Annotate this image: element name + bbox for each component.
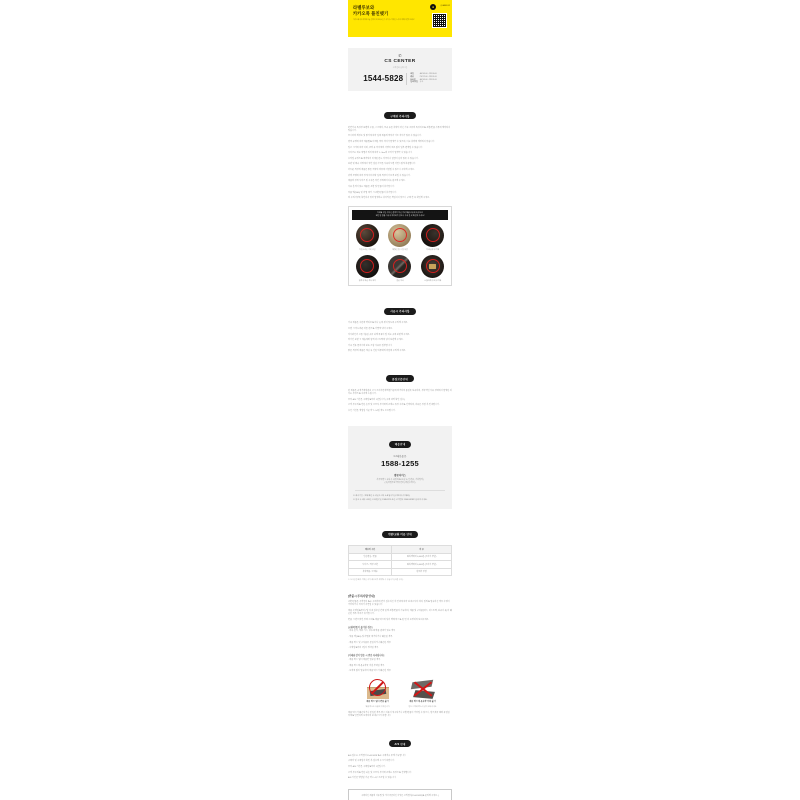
cost-value-cell: 판매자 부담 bbox=[392, 568, 452, 575]
shipping-note: ※ 배송기간 : 결제 확인 후 평균 2~3일 소요됩니다 (주말/공휴일 제외). bbox=[353, 495, 411, 498]
address-line1: 서울특별시 송파구 올림픽로 35길 5 (신천동, 기흥빌딩) bbox=[376, 478, 424, 481]
leather-grid-item bbox=[385, 255, 416, 282]
figure-no-box-return bbox=[360, 679, 396, 708]
caution-line: 입고 시기에 따라 지퍼, 금장 등 부자재의 사양이 예고 없이 일부 변경될 수 있습니다. bbox=[348, 146, 423, 149]
reject-item: · 제품 박스에 운송장을 직접 부착한 경우 bbox=[348, 664, 385, 667]
hours-value: PM 12:00 - PM 01:00 bbox=[419, 75, 437, 78]
cost-value-cell: 왕복택배비 6,000원 (소비자 부담) bbox=[392, 553, 452, 560]
hours-value: 휴무 bbox=[419, 81, 424, 84]
warranty-intro: 본 제품은 공정거래위원회 고시 소비자분쟁해결기준에 의거하여 품질을 보증하며, 정상적인 사용 상태에서 발생한 하자는 무상으로 수리해 드립니다. bbox=[348, 389, 452, 395]
photo-caption: 접힘 자국 bbox=[396, 280, 404, 283]
section-as-info bbox=[348, 732, 452, 781]
as-line: 고객 부주의로 인한 파손 및 소모성 부자재 교체는 유상으로 진행됩니다. bbox=[348, 771, 412, 774]
section-pill: 구매전 주의사항 bbox=[384, 112, 415, 119]
banner-title bbox=[353, 5, 414, 16]
reject-list-title: [아래와 같이 발송 시 반송 처리됩니다] bbox=[348, 655, 385, 658]
address-line2: (주)라벨루보 물류센터 (방문수령지) bbox=[384, 481, 416, 484]
leather-grid-item bbox=[417, 224, 448, 251]
caution-line: 제품의 상세 사이즈 및 구성은 상단 상세페이지를 참고해 주세요. bbox=[348, 180, 406, 183]
packaging-figures bbox=[348, 679, 452, 708]
column-header: 배송비 구분 bbox=[349, 546, 392, 554]
table-row bbox=[349, 561, 452, 568]
warranty-line: 무상 A/S 기간은 구매일로부터 1년입니다 (구매 내역 확인 필수). bbox=[348, 398, 406, 401]
cost-value-cell: 왕복택배비 6,000원 (소비자 부담) bbox=[392, 561, 452, 568]
leather-photo bbox=[421, 224, 444, 247]
leather-grid-item bbox=[385, 224, 416, 251]
section-pill: A/S 안내 bbox=[389, 740, 412, 747]
hours-value: AM 09:00 - PM 01:00 bbox=[419, 78, 437, 81]
highlight-ring bbox=[360, 259, 374, 273]
section-purchase-caution bbox=[348, 104, 452, 287]
table-row bbox=[349, 553, 452, 560]
highlight-ring bbox=[393, 259, 407, 273]
caution-line: 보관 및 배송 과정에서 생긴 접힘 자국은 사용하시면 자연스럽게 복원됩니다. bbox=[348, 163, 417, 166]
warranty-line: 고객 부주의로 인한 손상 및 소모성 부자재의 교체는 유상 수리로 진행되며, 비용은 상담 후 안내됩니다. bbox=[348, 404, 440, 407]
figure-subcaption: 반드시 택배 박스에 넣어 보내주세요 bbox=[408, 706, 437, 709]
grid-notice-line1: 아래와 같은 경우는 불량이 아닌 가죽 제품 고유의 특성으로 bbox=[377, 212, 423, 215]
section-return-precautions bbox=[348, 594, 452, 719]
pill-wrap bbox=[348, 522, 452, 540]
kakaotalk-icon: ● bbox=[431, 5, 435, 9]
footer-contact-box: 구매하신 제품의 사용법 및 기타 궁금하신 사항은 고객센터(1544-5828)로 문의해 주세요 :) bbox=[348, 789, 452, 800]
return-heading: [반품시 주의사항 안내] bbox=[348, 594, 375, 598]
leather-photo bbox=[388, 224, 411, 247]
divider bbox=[355, 490, 445, 491]
pill-wrap bbox=[348, 732, 452, 750]
deny-item: · 수령일로부터 7일이 경과한 경우 bbox=[348, 647, 379, 650]
table-row bbox=[349, 568, 452, 575]
no-label-illustration bbox=[410, 679, 436, 699]
cs-phone-number: 1544-5828 bbox=[363, 74, 404, 83]
caution-line: 상품 택(TAG) 및 라벨 제거 시 교환/반품이 불가합니다. bbox=[348, 191, 397, 194]
detail-column bbox=[348, 0, 452, 800]
pill-wrap bbox=[353, 432, 447, 450]
section-return-cost bbox=[348, 522, 452, 581]
as-line: 구매처 및 구매일자 확인 후 접수해 주시기 바랍니다. bbox=[348, 760, 395, 763]
leather-photo-grid bbox=[352, 224, 448, 283]
leather-grid-item bbox=[417, 255, 448, 282]
phone-icon: ✆ bbox=[398, 53, 402, 58]
cost-type-cell: 사이즈 / 색상 교환 bbox=[349, 561, 392, 568]
hours-label: 토요일 bbox=[410, 78, 416, 81]
qr-code bbox=[432, 13, 447, 28]
hours-label: 점심 bbox=[410, 75, 414, 78]
leather-characteristics-box bbox=[348, 206, 452, 286]
as-line: A/S 기간은 영업일 기준 약 2~4주 소요될 수 있습니다. bbox=[348, 777, 397, 780]
qr-pattern bbox=[433, 14, 446, 27]
usage-line: 직사광선과 고온다습한 곳을 피해 통풍이 잘 되는 곳에 보관해 주세요. bbox=[348, 333, 410, 336]
banner-title-line1: 라벨루보와 bbox=[353, 5, 375, 10]
grid-notice-bar bbox=[352, 210, 448, 220]
figure-subcaption: 제품 박스도 상품의 일부입니다 bbox=[365, 706, 390, 709]
cs-hours bbox=[410, 73, 436, 84]
hours-label: 일/공휴일 bbox=[410, 81, 418, 84]
caution-line: 사용 흔적이 있는 제품은 교환 및 반품이 불가합니다. bbox=[348, 185, 395, 188]
return-outro: 제품 박스가 훼손되거나 분실된 경우 박스 비용이 청구되거나 교환/반품이 거부될 수 있으니, 받으셨을 때와 동일한 상태로 안전하게 포장하여 보내주시기 바랍니다. bbox=[348, 712, 450, 718]
caution-line: 위 주의사항을 확인하지 않아 발생하는 불이익은 책임지지 않으니 구매 전 꼭 확인해 주세요. bbox=[348, 197, 430, 200]
grid-notice-line2: 교환 및 반품 사유에 해당되지 않으니 구매 전 꼭 확인해 주세요! bbox=[375, 215, 425, 218]
section-pill: 사용시 주의사항 bbox=[384, 308, 415, 315]
leather-grid-item bbox=[352, 255, 383, 282]
pill-wrap bbox=[348, 299, 452, 317]
pill-wrap bbox=[348, 104, 452, 122]
visit-service-label: 방문서비스 bbox=[393, 473, 407, 477]
figure-caption: 제품 박스에 운송장 부착 불가 bbox=[409, 701, 436, 704]
deny-item: · 제품 박스 및 구성품을 분실하거나 훼손한 경우 bbox=[348, 641, 391, 644]
caution-line: 수작업 공정으로 제작되어 미세한 본드 자국이나 실밥이 남아 있을 수 있습니다. bbox=[348, 157, 419, 160]
hours-value: AM 09:00 - PM 06:00 bbox=[419, 73, 437, 76]
warranty-line: 수선 기간은 영업일 기준 약 7~14일 정도 소요됩니다. bbox=[348, 409, 396, 412]
usage-line: 장기간 보관 시 제습제와 함께 더스트백에 넣어 보관해 주세요. bbox=[348, 339, 404, 342]
cs-center-title: CS CENTER bbox=[384, 59, 416, 64]
banner-title-line2: 카카오톡 플친맺기 bbox=[353, 10, 389, 16]
caution-line: 염색 공정에 따라 제품별로 미세한 색상 차이가 발생할 수 있으며, 이는 불량에 해당되지 않습니다. bbox=[348, 140, 435, 143]
section-pill: 반품/교환 비용 안내 bbox=[382, 531, 418, 538]
figure-caption: 제품 박스 없이 반품 불가 bbox=[366, 701, 389, 704]
usage-line: 밝은 색상의 제품은 데님 등 진한 의류와의 마찰에 주의해 주세요. bbox=[348, 350, 406, 353]
cs-center-box bbox=[348, 48, 452, 91]
section-warranty bbox=[348, 367, 452, 414]
caution-line: 촬영 조명에 따라 상세 이미지와 실제 색상이 다르게 보일 수 있습니다. bbox=[348, 174, 411, 177]
leather-photo bbox=[388, 255, 411, 278]
return-paragraph: 교환/반품은 고객센터 또는 구매처에 먼저 접수하신 후 안내에 따라 보내주셔야 하며, 임의로 발송하신 경우 수령이 거부되거나 처리가 지연될 수 있습니다. bbox=[348, 600, 450, 607]
deny-item: · 상품 택(TAG) 및 라벨을 제거하거나 훼손한 경우 bbox=[348, 635, 393, 638]
leather-grid-item bbox=[352, 224, 383, 251]
as-line: A/S 접수는 고객센터 1544-5828 또는 구매처를 통해 가능합니다. bbox=[348, 754, 407, 757]
photo-caption: 지퍼/금장 부자재 bbox=[426, 248, 440, 251]
kakao-plus-friend-banner[interactable] bbox=[348, 0, 452, 37]
reject-item: · 제품 박스 없이 제품만 발송한 경우 bbox=[348, 658, 381, 661]
courier-phone-number: 1588-1255 bbox=[381, 459, 419, 469]
caution-line: 어두운 색상의 제품은 밝은 색상의 의류에 이염될 수 있으니 주의해 주세요. bbox=[348, 169, 415, 172]
table-header-row bbox=[349, 546, 452, 554]
reject-item: · 포장재 없이 발송하여 제품 박스가 훼손된 경우 bbox=[348, 670, 391, 673]
hours-label: 평일 bbox=[410, 73, 414, 76]
shipping-note: ※ 출고 후 배송 조회는 CJ대한통운 1588-1255 또는 고객센터 1544-5828로 문의해 주세요. bbox=[353, 499, 428, 502]
return-paragraph: 제품 수령일로부터 7일 이내 접수된 건에 한해 교환/반품이 가능하며, 제품 및 구성품(박스, 더스트백, 보증서 등)이 훼손된 경우 처리가 불가합니다. bbox=[348, 609, 452, 615]
no-box-illustration bbox=[365, 679, 391, 699]
deny-item: · 착용 흔적, 생활 기스, 향수/화장품 냄새가 있는 경우 bbox=[348, 630, 396, 633]
return-paragraph: 반품 시 받으셨던 상태 그대로 제품 박스에 넣어 택배 박스로 한 번 더 포장하여 보내주세요. bbox=[348, 618, 429, 621]
deny-list-title: [교환/반품이 불가한 경우] bbox=[348, 626, 373, 629]
leather-photo bbox=[356, 255, 379, 278]
highlight-ring bbox=[426, 228, 440, 242]
highlight-ring bbox=[360, 228, 374, 242]
section-pill: 품질보증안내 bbox=[386, 375, 414, 382]
photo-caption: 염색에 따른 색상 차이 bbox=[358, 280, 376, 283]
return-cost-table bbox=[348, 545, 452, 576]
as-line: 무상 A/S 기간은 구매일로부터 1년입니다. bbox=[348, 765, 386, 768]
section-usage-caution bbox=[348, 299, 452, 353]
highlight-ring bbox=[426, 259, 440, 273]
figure-no-label-on-box bbox=[405, 679, 441, 708]
usage-line: 가죽 전용 클리너와 보호 크림 사용을 권장합니다. bbox=[348, 344, 393, 347]
visit-address bbox=[353, 479, 447, 485]
pill-wrap bbox=[348, 367, 452, 385]
caution-line: 천연가죽 특성상 표면의 주름, 스크래치, 모공 등은 불량이 아닌 가죽 고유의 특성이므로 교환/반품 사유에 해당되지 않습니다. bbox=[348, 126, 451, 132]
photo-caption: 재봉선 및 시접 마감 bbox=[392, 248, 408, 251]
leather-photo bbox=[421, 255, 444, 278]
photo-caption: 자연스러운 가죽 주름 bbox=[359, 248, 376, 251]
cs-center-subtitle: 고객센터 운영시간 bbox=[392, 66, 408, 69]
shipping-info-box bbox=[348, 426, 452, 509]
highlight-ring bbox=[393, 228, 407, 242]
courier-name: CJ대한통운 bbox=[393, 455, 407, 459]
photo-caption: 스냅/라벨 등의 부자재 bbox=[424, 280, 442, 283]
banner-subtitle: 카카오톡에서 라벨루보를 검색하고 플러스친구 추가 후 다양한 소식과 혜택을 받아보세요! bbox=[353, 19, 415, 21]
kakao-handle: @LABELUVO bbox=[440, 6, 450, 7]
caution-line: 사이즈는 재는 방법과 위치에 따라 1~3cm의 오차가 발생할 수 있습니다. bbox=[348, 152, 413, 155]
leather-photo bbox=[356, 224, 379, 247]
table-footnote: ※ 도서산간/제주 지역은 추가 배송비가 발생할 수 있습니다 (착불 청구). bbox=[348, 578, 404, 581]
divider bbox=[406, 73, 407, 85]
usage-line: 가죽 제품은 수분에 약하므로 비나 눈에 젖지 않도록 주의해 주세요. bbox=[348, 322, 408, 325]
banner-text bbox=[353, 5, 414, 21]
column-header: 비 용 bbox=[392, 546, 452, 554]
caution-line: 모니터의 해상도 및 밝기에 따라 실제 제품의 색상과 다소 차이가 있을 수 있습니다. bbox=[348, 135, 422, 138]
section-pill: 배송안내 bbox=[389, 441, 411, 448]
cost-type-cell: 단순변심 / 반품 bbox=[349, 553, 392, 560]
usage-line: 오염 시 부드러운 마른 천으로 가볍게 닦아 주세요. bbox=[348, 327, 393, 330]
cost-type-cell: 불량제품 / 오배송 bbox=[349, 568, 392, 575]
cs-center-row bbox=[352, 73, 448, 85]
